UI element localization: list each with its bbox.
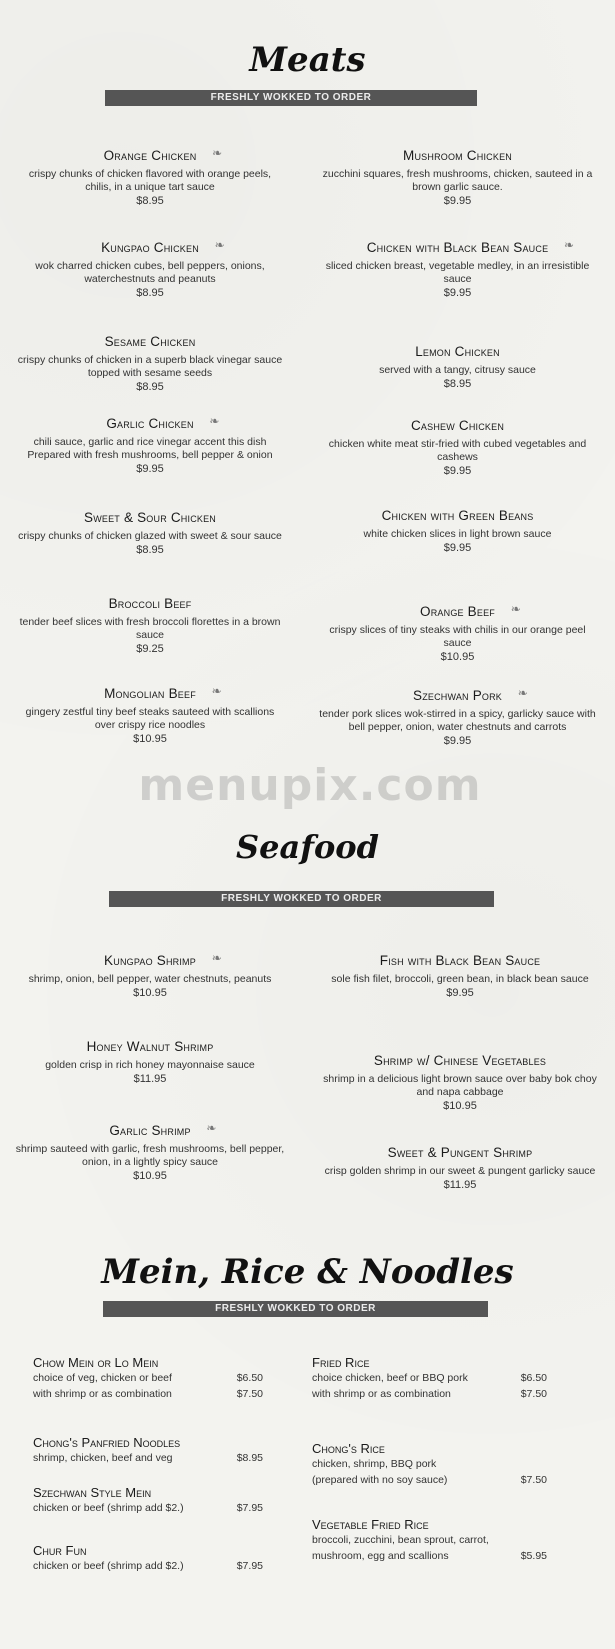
item-description: choice chicken, beef or BBQ pork [312, 1372, 468, 1384]
item-description: served with a tangy, citrusy sauce [379, 364, 536, 376]
item-price: $9.95 [443, 735, 472, 747]
menu-item-kungpao-chicken [15, 237, 285, 299]
item-name-text: Sweet & Sour Chicken [83, 510, 217, 525]
item-price: $9.95 [443, 465, 472, 477]
item-description: gingery zestful tiny beef steaks sauteed with scallions over crispy rice noodles [25, 706, 275, 731]
item-description: mushroom, egg and scallions [312, 1550, 449, 1562]
item-line [312, 1456, 547, 1472]
item-name-text: Kungpao Shrimp [104, 953, 196, 968]
chili-pepper-icon: ❧ [517, 686, 529, 700]
item-description: chicken, shrimp, BBQ pork [312, 1458, 437, 1470]
chili-pepper-icon: ❧ [212, 146, 223, 160]
item-name: Chong's Panfried Noodles [33, 1435, 181, 1450]
item-description: sole fish filet, broccoli, green bean, in black bean sauce [331, 973, 589, 985]
item-price: $7.50 [236, 1388, 263, 1400]
item-description: with shrimp or as combination [33, 1388, 172, 1400]
item-line [33, 1370, 263, 1386]
item-description: crispy slices of tiny steaks with chilis in our orange peel sauce [329, 624, 586, 649]
item-price: $10.95 [440, 651, 475, 663]
item-name: Vegetable Fried Rice [312, 1517, 429, 1532]
item-name-text: Garlic Chicken [106, 416, 194, 431]
item-line [312, 1532, 547, 1548]
item-price: $8.95 [136, 381, 164, 393]
item-name [380, 953, 540, 968]
menu-item-lemon-chicken [315, 341, 600, 390]
item-name-text: Honey Walnut Shrimp [86, 1039, 214, 1054]
menu-item-fried-rice [312, 1355, 547, 1402]
item-description: chicken or beef (shrimp add $2.) [33, 1560, 184, 1572]
item-price: $8.95 [443, 378, 472, 390]
item-price: $9.95 [443, 542, 472, 554]
item-name [388, 1145, 533, 1160]
item-description: broccoli, zucchini, bean sprout, carrot, [312, 1534, 489, 1546]
item-description: with shrimp or as combination [312, 1388, 451, 1400]
menu-item-orange-beef [315, 601, 600, 663]
item-price: $11.95 [443, 1179, 477, 1191]
item-description: crisp golden shrimp in our sweet & pungent garlicky sauce [324, 1165, 596, 1177]
item-name [382, 508, 534, 523]
menu-item-sweet-pungent-shrimp [315, 1142, 605, 1191]
item-price: $9.25 [136, 643, 164, 655]
item-description: chicken or beef (shrimp add $2.) [33, 1502, 184, 1514]
item-description: shrimp, onion, bell pepper, water chestnuts, peanuts [28, 973, 272, 985]
item-name-text: Broccoli Beef [108, 596, 192, 611]
chili-pepper-icon: ❧ [214, 238, 225, 252]
section-title-meats: Meats [249, 40, 366, 80]
item-price: $7.95 [236, 1560, 263, 1572]
item-name-text: Lemon Chicken [415, 344, 500, 359]
section-title-noodles: Mein, Rice & Noodles [101, 1252, 514, 1292]
item-name [411, 418, 504, 433]
item-name: Chong's Rice [312, 1441, 385, 1456]
chili-pepper-icon: ❧ [564, 238, 575, 252]
menu-item-chur-fun [33, 1543, 263, 1574]
menu-item-garlic-shrimp [15, 1120, 285, 1182]
item-name: Fried Rice [312, 1355, 370, 1370]
seafood-banner: FRESHLY WOKKED TO ORDER [109, 891, 494, 907]
item-name [109, 596, 192, 611]
item-price: $10.95 [443, 1100, 477, 1112]
item-price: $6.50 [236, 1372, 263, 1384]
item-name [105, 334, 196, 349]
item-price: $11.95 [133, 1073, 167, 1085]
item-name-text: Orange Beef [420, 604, 495, 619]
item-description: tender beef slices with fresh broccoli florettes in a brown sauce [19, 616, 281, 641]
item-name-text: Cashew Chicken [410, 418, 505, 433]
item-description: chili sauce, garlic and rice vinegar accent this dish Prepared with fresh mushrooms, bell pepper & onion [27, 436, 273, 461]
item-name-text: Kungpao Chicken [101, 240, 199, 255]
item-line [33, 1500, 263, 1516]
item-description: shrimp, chicken, beef and veg [33, 1452, 173, 1464]
item-description: white chicken slices in light brown sauce [363, 528, 552, 540]
item-name: Szechwan Style Mein [33, 1485, 152, 1500]
item-price: $8.95 [136, 544, 164, 556]
item-name-text: Szechwan Pork [412, 688, 503, 703]
menu-item-orange-chicken [15, 145, 285, 207]
section-title-seafood: Seafood [235, 828, 380, 866]
item-name [366, 238, 575, 255]
item-description: shrimp sauteed with garlic, fresh mushrooms, bell pepper, onion, in a lightly spicy sauce [15, 1143, 285, 1168]
item-description: crispy chunks of chicken flavored with orange peels, chilis, in a unique tart sauce [28, 168, 272, 193]
item-line [312, 1472, 547, 1488]
item-name-text: Sweet & Pungent Shrimp [387, 1145, 533, 1160]
item-price: $8.95 [236, 1452, 263, 1464]
menu-item-mushroom-chicken [315, 145, 600, 207]
item-line [312, 1386, 547, 1402]
menu-item-fish-with-black-bean-sauce [315, 950, 605, 999]
item-name [420, 602, 521, 619]
item-price: $8.95 [136, 287, 164, 299]
chili-pepper-icon: ❧ [211, 951, 222, 965]
item-price: $7.50 [520, 1474, 547, 1486]
menu-item-garlic-chicken [15, 413, 285, 475]
menu-item-chow-mein-or-lo-mein [33, 1355, 263, 1402]
item-name-text: Chicken with Green Beans [381, 508, 534, 523]
menu-item-chicken-with-black-bean-sauce [315, 237, 600, 299]
item-line [33, 1558, 263, 1574]
item-description: choice of veg, chicken or beef [33, 1372, 172, 1384]
item-name [84, 510, 216, 525]
item-line [33, 1386, 263, 1402]
menu-item-shrimp-w-chinese-vegetables [315, 1050, 605, 1112]
item-name-text: Chicken with Black Bean Sauce [366, 240, 549, 255]
item-name-text: Garlic Shrimp [109, 1123, 191, 1138]
chili-pepper-icon: ❧ [209, 414, 220, 428]
item-name-text: Mushroom Chicken [403, 148, 512, 163]
item-line [312, 1548, 547, 1564]
menu-item-chicken-with-green-beans [315, 505, 600, 554]
item-name [109, 1121, 217, 1138]
chili-pepper-icon: ❧ [211, 684, 222, 698]
item-name: Chow Mein or Lo Mein [33, 1355, 159, 1370]
item-price: $10.95 [133, 733, 167, 745]
item-line [312, 1370, 547, 1386]
watermark: menupix.com [138, 760, 482, 811]
item-name [412, 686, 529, 703]
chili-pepper-icon: ❧ [510, 602, 521, 616]
item-description: sliced chicken breast, vegetable medley, in an irresistible sauce [325, 260, 590, 285]
item-price: $10.95 [133, 987, 167, 999]
item-name-text: Fish with Black Bean Sauce [379, 953, 541, 968]
item-description: golden crisp in rich honey mayonnaise sauce [45, 1059, 255, 1071]
item-price: $9.95 [443, 195, 472, 207]
menu-item-chong-s-rice [312, 1441, 547, 1488]
item-line [33, 1450, 263, 1466]
item-name-text: Sesame Chicken [104, 334, 196, 349]
item-price: $10.95 [133, 1170, 167, 1182]
item-price: $7.95 [236, 1502, 263, 1514]
item-description: crispy chunks of chicken glazed with sweet & sour sauce [18, 530, 282, 542]
item-description: (prepared with no soy sauce) [312, 1474, 448, 1486]
item-description: crispy chunks of chicken in a superb black vinegar sauce topped with sesame seeds [17, 354, 283, 379]
menu-item-szechwan-style-mein [33, 1485, 263, 1516]
item-name-text: Mongolian Beef [104, 686, 196, 701]
item-description: chicken white meat stir-fried with cubed vegetables and cashews [328, 438, 587, 463]
item-name [106, 414, 220, 431]
menu-item-cashew-chicken [315, 415, 600, 477]
menu-item-broccoli-beef [15, 593, 285, 655]
item-name: Chur Fun [33, 1543, 87, 1558]
item-price: $9.95 [136, 463, 164, 475]
menu-item-vegetable-fried-rice [312, 1517, 547, 1564]
item-price: $7.50 [520, 1388, 547, 1400]
item-price: $6.50 [520, 1372, 547, 1384]
item-name-text: Orange Chicken [103, 148, 197, 163]
noodles-banner: FRESHLY WOKKED TO ORDER [103, 1301, 488, 1317]
item-price: $9.95 [443, 287, 472, 299]
item-name [87, 1039, 214, 1054]
item-description: wok charred chicken cubes, bell peppers, onions, waterchestnuts and peanuts [35, 260, 265, 285]
item-price: $8.95 [136, 195, 164, 207]
item-name [104, 951, 222, 968]
item-description: tender pork slices wok-stirred in a spicy, garlicky sauce with bell pepper, onion, water chestnuts and carrots [319, 708, 596, 733]
chili-pepper-icon: ❧ [206, 1121, 217, 1135]
menu-item-kungpao-shrimp [15, 950, 285, 999]
item-description: zucchini squares, fresh mushrooms, chicken, sauteed in a brown garlic sauce. [322, 168, 593, 193]
item-price: $9.95 [446, 987, 474, 999]
item-price: $5.95 [520, 1550, 547, 1562]
item-name [415, 344, 500, 359]
item-name [374, 1053, 546, 1068]
menu-item-chong-s-panfried-noodles [33, 1435, 263, 1466]
menu-item-honey-walnut-shrimp [15, 1036, 285, 1085]
menu-item-szechwan-pork [315, 685, 600, 747]
item-name [104, 684, 222, 701]
item-name [101, 238, 225, 255]
menu-item-sweet-sour-chicken [15, 507, 285, 556]
item-description: shrimp in a delicious light brown sauce over baby bok choy and napa cabbage [323, 1073, 597, 1098]
item-name-text: Shrimp w/ Chinese Vegetables [373, 1053, 547, 1068]
item-name [403, 148, 512, 163]
menu-item-mongolian-beef [15, 683, 285, 745]
menu-item-sesame-chicken [15, 331, 285, 393]
item-name [103, 146, 223, 163]
meats-banner: FRESHLY WOKKED TO ORDER [105, 90, 477, 106]
